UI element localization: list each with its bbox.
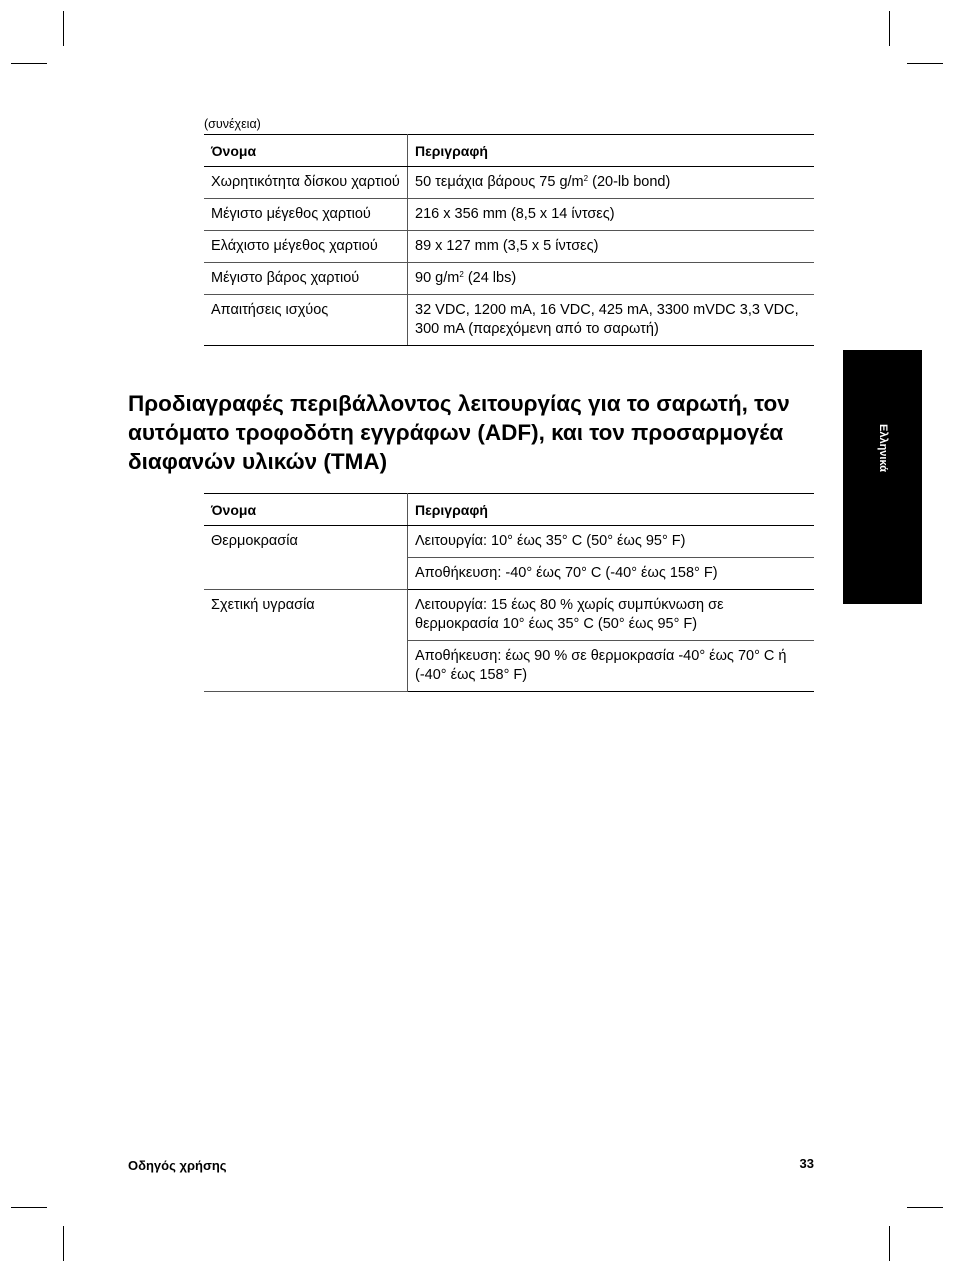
table-row (204, 263, 814, 295)
side-tab-label: Ελληνικά (876, 424, 889, 472)
row-description: Αποθήκευση: έως 90 % σε θερμοκρασία -40° έως 70° C ή (-40° έως 158° F) (408, 641, 815, 692)
row-description: 90 $g/m^2$ (24 lbs) (408, 263, 815, 295)
table-row (204, 295, 814, 346)
row-description: Λειτουργία: 15 έως 80 % χωρίς συμπύκνωση σε θερμοκρασία 10° έως 35° C (50° έως 95° F) (408, 590, 815, 641)
table-header-row (204, 135, 814, 167)
row-name: Απαιτήσεις ισχύος (204, 295, 408, 346)
row-description: 50 τεμάχια βάρους 75 $g/m^2$ (20-lb bond) (408, 167, 815, 199)
row-description: 216 x 356 mm (8,5 x 14 ίντσες) (408, 199, 815, 231)
table-row (204, 167, 814, 199)
crop-mark (63, 11, 64, 46)
row-description: 89 x 127 mm (3,5 x 5 ίντσες) (408, 231, 815, 263)
column-header-description: Περιγραφή (408, 494, 815, 526)
row-name: Μέγιστο βάρος χαρτιού (204, 263, 408, 295)
footer-title: Οδηγός χρήσης (128, 1158, 227, 1173)
row-description: Λειτουργία: 10° έως 35° C (50° έως 95° F) (408, 526, 815, 558)
crop-mark (889, 11, 890, 46)
column-header-name: Όνομα (204, 494, 408, 526)
section-heading: Προδιαγραφές περιβάλλοντος λειτουργίας για το σαρωτή, τον αυτόματο τροφοδότη εγγράφων (ADF), και τον προσαρμογέα διαφανών υλικών (TMA) (128, 391, 790, 474)
crop-mark (907, 1207, 943, 1208)
row-name: Σχετική υγρασία (204, 590, 408, 692)
column-header-description: Περιγραφή (408, 135, 815, 167)
row-name: Ελάχιστο μέγεθος χαρτιού (204, 231, 408, 263)
environment-spec-table (204, 493, 814, 692)
crop-mark (11, 1207, 47, 1208)
language-side-tab (843, 350, 922, 604)
crop-mark (63, 1226, 64, 1261)
crop-mark (11, 63, 47, 64)
table-row (204, 526, 814, 558)
column-header-name: Όνομα (204, 135, 408, 167)
row-description: 32 VDC, 1200 mA, 16 VDC, 425 mA, 3300 mVDC 3,3 VDC, 300 mA (παρεχόμενη από το σαρωτή) (408, 295, 815, 346)
row-name: Μέγιστο μέγεθος χαρτιού (204, 199, 408, 231)
crop-mark (907, 63, 943, 64)
row-name: Χωρητικότητα δίσκου χαρτιού (204, 167, 408, 199)
continued-label: (συνέχεια) (204, 117, 261, 131)
table-row (204, 231, 814, 263)
row-name: Θερμοκρασία (204, 526, 408, 590)
crop-mark (889, 1226, 890, 1261)
paper-spec-table (204, 134, 814, 346)
table-row (204, 199, 814, 231)
row-description: Αποθήκευση: -40° έως 70° C (-40° έως 158° F) (408, 558, 815, 590)
table-header-row (204, 494, 814, 526)
table-row (204, 590, 814, 641)
page-number: 33 (799, 1156, 814, 1171)
